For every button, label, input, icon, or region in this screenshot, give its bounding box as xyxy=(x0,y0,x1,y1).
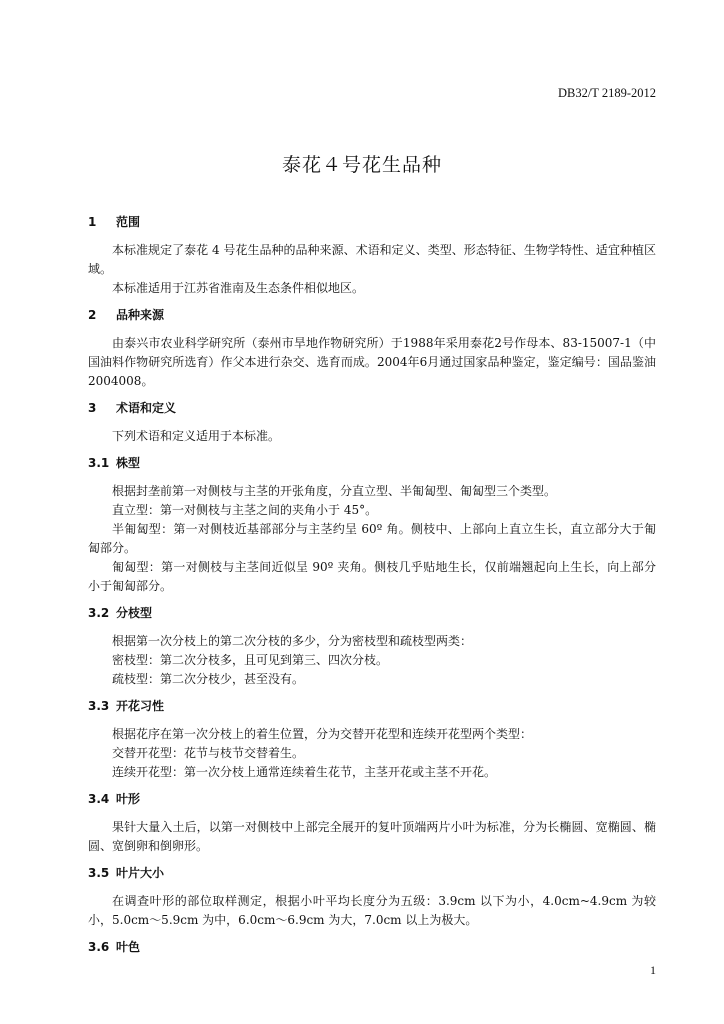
paragraph: 直立型：第一对侧枝与主茎之间的夹角小于 45°。 xyxy=(112,503,378,517)
section-leaf-shape xyxy=(88,790,656,856)
section-leaf-color xyxy=(88,938,656,956)
section-heading xyxy=(88,306,656,324)
section-heading xyxy=(88,399,656,417)
section-heading xyxy=(88,454,656,472)
section-terms-definitions xyxy=(88,399,656,446)
section-title: 株型 xyxy=(116,456,141,470)
paragraph: 根据第一次分枝上的第二次分枝的多少，分为密枝型和疏枝型两类： xyxy=(112,634,473,648)
standard-code: DB32/T 2189-2012 xyxy=(557,86,656,100)
section-branch-type xyxy=(88,604,656,689)
section-title: 范围 xyxy=(116,215,141,229)
paragraph: 由泰兴市农业科学研究所（泰州市旱地作物研究所）于1988年采用泰花2号作母本、83-15007-1（中国油料作物研究所选育）作父本进行杂交、选育而成。2004年6月通过国家品种鉴定，鉴定编号：国品鉴油2004008。 xyxy=(88,336,656,388)
paragraph: 根据封垄前第一对侧枝与主茎的开张角度，分直立型、半匍匐型、匍匐型三个类型。 xyxy=(112,484,557,498)
section-number: 3.3 xyxy=(88,699,110,713)
section-heading xyxy=(88,864,656,882)
section-number: 3.6 xyxy=(88,940,110,954)
section-title: 术语和定义 xyxy=(116,401,177,415)
paragraph: 本标准规定了泰花 4 号花生品种的品种来源、术语和定义、类型、形态特征、生物学特性、适宜种植区域。 xyxy=(88,243,656,276)
section-heading xyxy=(88,938,656,956)
section-heading xyxy=(88,213,656,231)
section-number: 1 xyxy=(88,215,97,229)
section-number: 3 xyxy=(88,401,97,415)
paragraph: 本标准适用于江苏省淮南及生态条件相似地区。 xyxy=(112,281,365,295)
paragraph: 半匍匐型：第一对侧枝近基部部分与主茎约呈 60º 角。侧枝中、上部向上直立生长，直立部分大于匍匐部分。 xyxy=(88,522,656,555)
section-flowering-habit xyxy=(88,697,656,782)
section-heading xyxy=(88,604,656,622)
paragraph: 连续开花型：第一次分枝上通常连续着生花节，主茎开花或主茎不开花。 xyxy=(112,765,497,779)
section-variety-origin xyxy=(88,306,656,391)
section-heading xyxy=(88,697,656,715)
section-title: 品种来源 xyxy=(116,308,165,322)
paragraph: 疏枝型：第二次分枝少，甚至没有。 xyxy=(112,672,305,686)
paragraph: 交替开花型：花节与枝节交替着生。 xyxy=(112,746,305,760)
section-number: 3.2 xyxy=(88,606,110,620)
section-title: 叶形 xyxy=(116,792,141,806)
paragraph: 在调查叶形的部位取样测定，根据小叶平均长度分为五级：3.9cm 以下为小，4.0cm~4.9cm 为较小，5.0cm～5.9cm 为中，6.0cm～6.9cm 为大，7.0cm 以上为极大。 xyxy=(88,894,656,927)
section-number: 2 xyxy=(88,308,97,322)
section-title: 叶色 xyxy=(116,940,141,954)
section-title: 叶片大小 xyxy=(116,866,165,880)
document-title: 泰花４号花生品种 xyxy=(281,154,442,176)
section-scope xyxy=(88,213,656,298)
section-plant-type xyxy=(88,454,656,596)
paragraph: 下列术语和定义适用于本标准。 xyxy=(112,429,281,443)
paragraph: 匍匐型：第一对侧枝与主茎间近似呈 90º 夹角。侧枝几乎贴地生长，仅前端翘起向上生长，向上部分小于匍匐部分。 xyxy=(88,560,656,593)
section-number: 3.5 xyxy=(88,866,110,880)
paragraph: 果针大量入土后，以第一对侧枝中上部完全展开的复叶顶端两片小叶为标准，分为长椭圆、宽椭圆、椭圆、宽倒卵和倒卵形。 xyxy=(88,820,656,853)
section-leaf-size xyxy=(88,864,656,930)
section-title: 分枝型 xyxy=(116,606,153,620)
page-number: 1 xyxy=(650,963,656,977)
paragraph: 根据花序在第一次分枝上的着生位置，分为交替开花型和连续开花型两个类型： xyxy=(112,727,533,741)
document-body xyxy=(88,213,656,966)
section-number: 3.1 xyxy=(88,456,110,470)
paragraph: 密枝型：第二次分枝多，且可见到第三、四次分枝。 xyxy=(112,653,389,667)
section-number: 3.4 xyxy=(88,792,110,806)
section-title: 开花习性 xyxy=(116,699,165,713)
section-heading xyxy=(88,790,656,808)
